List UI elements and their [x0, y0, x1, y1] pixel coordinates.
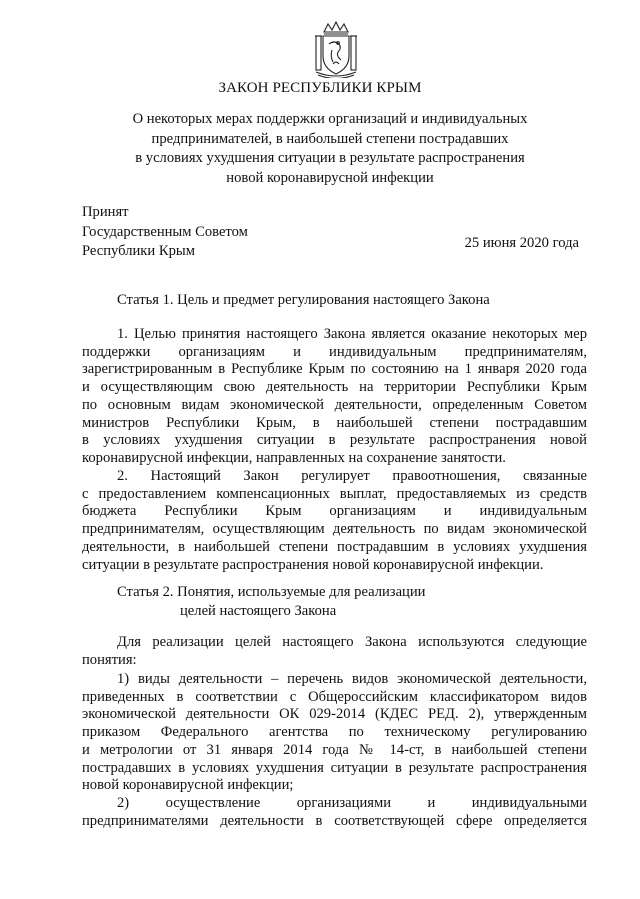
text-line: 1. Целью принятия настоящего Закона является оказание некоторых мер — [117, 326, 587, 342]
law-title: ЗАКОН РЕСПУБЛИКИ КРЫМ — [218, 80, 422, 96]
text-line: 2. Настоящий Закон регулирует правоотношения, связанные — [117, 468, 587, 484]
text-line: экономической деятельности ОК 029-2014 (КДЕС РЕД. 2), утвержденным — [82, 706, 587, 723]
article2-intro — [82, 634, 587, 669]
text-line: предпринимателями деятельности в соответствующей сфере определяется — [82, 812, 587, 829]
subtitle-line: новой коронавирусной инфекции — [226, 169, 434, 186]
article2-heading-line2: целей настоящего Закона — [180, 603, 337, 619]
text-line: приказом Федерального агентства по техническому регулированию — [82, 724, 587, 741]
article2-heading — [117, 583, 425, 621]
article2-item1 — [82, 671, 587, 795]
law-subtitle — [90, 110, 570, 188]
article2-item2 — [82, 795, 587, 830]
text-line: и осуществляющим свою деятельность на территории Республики Крым — [82, 379, 587, 396]
adoption-block — [82, 203, 248, 262]
text-line: по основным видам экономической деятельности, определенным Советом — [82, 396, 587, 413]
text-line: пострадавших в условиях ухудшения ситуации в результате распространения — [82, 759, 587, 776]
text-line: бюджета Республики Крым организациям и индивидуальным — [82, 503, 587, 520]
subtitle-line: О некоторых мерах поддержки организаций и индивидуальных — [132, 111, 528, 127]
text-line: новой коронавирусной инфекции; — [82, 777, 294, 794]
text-line: 1) виды деятельности – перечень видов экономической деятельности, — [117, 671, 587, 687]
text-line: Для реализации целей настоящего Закона используются следующие — [117, 634, 587, 650]
adoption-line: Принят — [82, 204, 129, 220]
text-line: 2) осуществление организациями и индивидуальными — [117, 795, 587, 811]
article1-paragraph1 — [82, 326, 587, 468]
text-line: деятельности, в наибольшей степени пострадавшим в условиях ухудшения — [82, 538, 587, 555]
adoption-date: 25 июня 2020 года — [464, 235, 579, 251]
subtitle-line: предпринимателей, в наибольшей степени пострадавших — [151, 130, 509, 147]
article1-heading — [117, 291, 490, 310]
text-line: зарегистрированным в Республике Крым по состоянию на 1 января 2020 года — [82, 361, 587, 378]
adoption-line: Государственным Советом — [82, 223, 248, 240]
text-line: и метрологии от 31 января 2014 года № 14-ст, в наибольшей степени — [82, 741, 587, 758]
article1-heading-text: Статья 1. Цель и предмет регулирования настоящего Закона — [117, 292, 490, 308]
crimea-coat-of-arms-icon — [314, 20, 358, 78]
article2-heading-line1: Статья 2. Понятия, используемые для реализации — [117, 584, 426, 600]
text-line: ситуации в результате распространения новой коронавирусной инфекции. — [82, 556, 544, 573]
text-line: понятия: — [82, 651, 137, 668]
text-line: министров Республики Крым, в наибольшей степени пострадавшим — [82, 414, 587, 431]
text-line: предпринимателям, осуществляющим деятельность по видам экономической — [82, 521, 587, 538]
text-line: с предоставлением компенсационных выплат, предоставляемых из средств — [82, 485, 587, 502]
text-line: коронавирусной инфекции, направленных на сохранение занятости. — [82, 449, 506, 466]
text-line: поддержки организациям и индивидуальным предпринимателям, — [82, 343, 587, 360]
adoption-line: Республики Крым — [82, 243, 195, 259]
article1-paragraph2 — [82, 468, 587, 574]
text-line: в условиях ухудшения ситуации в результате распространения новой — [82, 432, 587, 449]
subtitle-line: в условиях ухудшения ситуации в результате распространения — [135, 150, 525, 166]
text-line: приведенных в соответствии с Общероссийским классификатором видов — [82, 688, 587, 705]
